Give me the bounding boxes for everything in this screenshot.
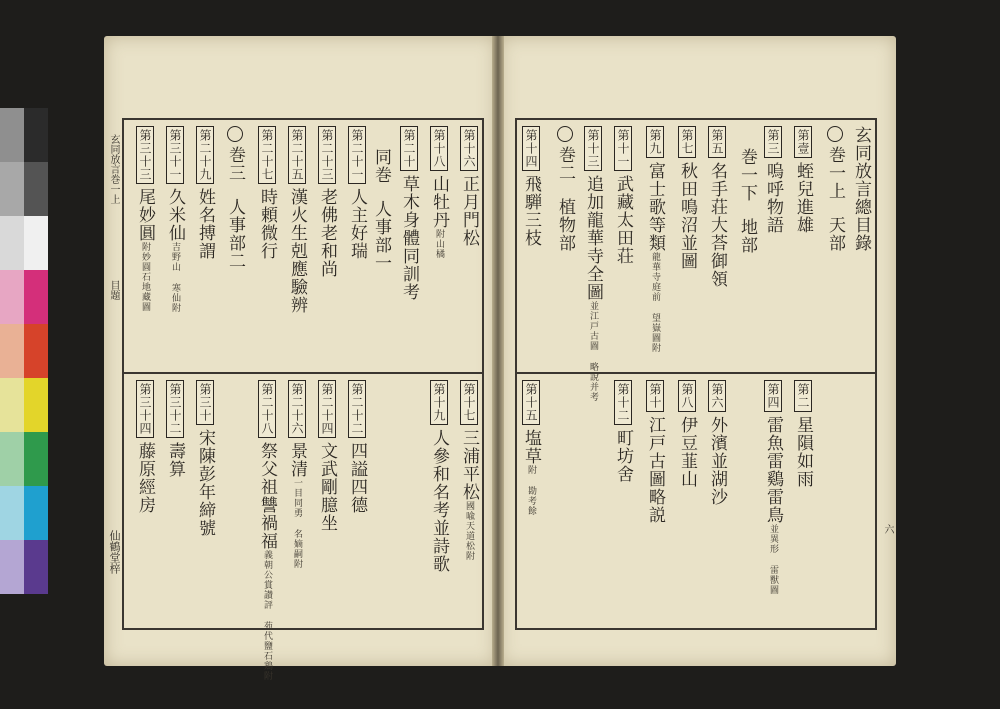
entry-note: 龍華寺庭前 望嶽圖附 xyxy=(650,252,660,353)
entry-number: 第十六 xyxy=(460,126,478,171)
running-head: 玄同放言巻一上 xyxy=(108,134,119,204)
toc-entry xyxy=(522,380,541,516)
entry-number: 第三十 xyxy=(196,380,214,425)
toc-entry xyxy=(136,380,155,514)
circle-mark-icon xyxy=(827,126,843,142)
entry-title: 尾妙圓 xyxy=(135,188,155,242)
entry-number: 第八 xyxy=(678,380,696,412)
toc-entry xyxy=(136,126,155,312)
entry-number: 第二十六 xyxy=(288,380,306,438)
entry-title: 老佛老和尚 xyxy=(317,188,337,278)
color-swatch xyxy=(24,216,48,270)
entry-number: 第三十三 xyxy=(136,126,154,184)
entry-title: 祭父祖讐禍福 xyxy=(257,442,277,550)
entry-title: 人主好瑞 xyxy=(347,188,367,260)
entry-title: 名手荘大荅御領 xyxy=(707,162,727,288)
color-swatch xyxy=(24,432,48,486)
section-label: 地部 xyxy=(737,218,757,254)
toc-entry xyxy=(764,126,783,234)
entry-note: 國喩天道松附 xyxy=(464,501,474,561)
color-swatch xyxy=(0,486,24,540)
left-divider xyxy=(122,372,484,374)
entry-number: 第二十八 xyxy=(258,380,276,438)
toc-entry xyxy=(614,126,633,265)
entry-note: 並異形 雷獸圖 xyxy=(768,524,778,595)
entry-number: 第二十 xyxy=(400,126,418,171)
entry-title: 追加龍華寺全圖 xyxy=(583,175,603,301)
entry-title: 姓名搏謂 xyxy=(195,188,215,260)
entry-number: 第四 xyxy=(764,380,782,412)
entry-title: 蛭兒進雄 xyxy=(793,162,813,234)
color-swatch xyxy=(0,162,24,216)
toc-entry xyxy=(430,126,449,259)
entry-title: 文武剛臆坐 xyxy=(317,442,337,532)
entry-note: 附 勘考餘 xyxy=(526,465,536,516)
toc-entry xyxy=(460,380,479,561)
circle-mark-icon xyxy=(557,126,573,142)
volume-label: 巻一下 xyxy=(737,148,757,202)
color-swatch xyxy=(24,324,48,378)
entry-number: 第十 xyxy=(646,380,664,412)
color-swatch xyxy=(24,378,48,432)
entry-number: 第十三 xyxy=(584,126,602,171)
entry-title: 時頼微行 xyxy=(257,188,277,260)
entry-note: 並江戸古圖 略說并考 xyxy=(588,301,598,402)
entry-title: 伊豆韮山 xyxy=(677,416,697,488)
toc-entry xyxy=(400,126,419,301)
entry-number: 第三十一 xyxy=(166,126,184,184)
entry-number: 第二十七 xyxy=(258,126,276,184)
toc-entry xyxy=(708,126,727,288)
toc-entry xyxy=(258,380,277,681)
volume-heading xyxy=(826,126,845,252)
entry-title: 塩草 xyxy=(521,429,541,465)
entry-title: 四謚四德 xyxy=(347,442,367,514)
toc-entry xyxy=(678,380,697,488)
toc-entry xyxy=(196,126,215,260)
color-swatch xyxy=(24,108,48,162)
toc-entry xyxy=(646,126,665,353)
volume-label: 同巻 xyxy=(371,148,391,184)
entry-number: 第二十五 xyxy=(288,126,306,184)
entry-title: 飛騨三枝 xyxy=(521,175,541,247)
entry-title: 三浦平松 xyxy=(459,429,479,501)
toc-entry xyxy=(288,126,307,314)
entry-number: 第二十二 xyxy=(348,380,366,438)
entry-note: 一目同勇 名嫡嗣附 xyxy=(292,478,302,569)
entry-number: 第十二 xyxy=(614,380,632,425)
entry-title: 秋田鳴沼並圖 xyxy=(677,162,697,270)
toc-entry xyxy=(430,380,449,573)
section-label: 植物部 xyxy=(555,198,575,252)
volume-heading xyxy=(372,148,391,272)
color-swatch xyxy=(24,540,48,594)
toc-entry xyxy=(584,126,603,402)
entry-title: 外濱並湖沙 xyxy=(707,416,727,506)
entry-title: 人參和名考並詩歌 xyxy=(429,429,449,573)
toc-title-column xyxy=(852,126,871,252)
entry-title: 正月門松 xyxy=(459,175,479,247)
toc-entry xyxy=(708,380,727,506)
toc-entry xyxy=(794,126,813,234)
volume-label: 巻一上 xyxy=(825,146,845,200)
entry-title: 山牡丹 xyxy=(429,175,449,229)
entry-title: 江戸古圖略説 xyxy=(645,416,665,524)
entry-title: 宋陳彭年締號 xyxy=(195,429,215,537)
toc-entry xyxy=(258,126,277,260)
color-swatch xyxy=(0,540,24,594)
entry-number: 第七 xyxy=(678,126,696,158)
toc-title: 玄同放言總目錄 xyxy=(851,126,871,252)
color-calibration-chart xyxy=(0,108,48,596)
open-book xyxy=(104,36,900,681)
entry-number: 第二十三 xyxy=(318,126,336,184)
entry-number: 第十五 xyxy=(522,380,540,425)
entry-number: 第十八 xyxy=(430,126,448,171)
color-swatch xyxy=(24,270,48,324)
entry-title: 嗚呼物語 xyxy=(763,162,783,234)
toc-entry xyxy=(288,380,307,569)
toc-entry xyxy=(460,126,479,247)
section-label: 人事部一 xyxy=(371,200,391,272)
entry-number: 第二 xyxy=(794,380,812,412)
volume-heading xyxy=(738,148,757,254)
entry-number: 第十一 xyxy=(614,126,632,171)
entry-title: 雷魚雷鷄雷鳥 xyxy=(763,416,783,524)
entry-number: 第五 xyxy=(708,126,726,158)
entry-title: 藤原經房 xyxy=(135,442,155,514)
toc-entry xyxy=(678,126,697,270)
toc-entry xyxy=(522,126,541,247)
toc-entry xyxy=(318,126,337,278)
section-label: 人事部二 xyxy=(225,198,245,270)
toc-entry xyxy=(166,126,185,313)
entry-number: 第壹 xyxy=(794,126,812,158)
volume-heading xyxy=(556,126,575,252)
color-swatch xyxy=(0,216,24,270)
entry-note: 附妙圓石地藏圖 xyxy=(140,242,150,312)
book-gutter xyxy=(492,36,504,666)
toc-entry xyxy=(614,380,633,483)
volume-label: 巻二 xyxy=(555,146,575,182)
entry-title: 景清 xyxy=(287,442,307,478)
toc-entry xyxy=(348,380,367,514)
section-label: 天部 xyxy=(825,216,845,252)
entry-number: 第六 xyxy=(708,380,726,412)
publisher-mark: 仙鶴堂梓 xyxy=(108,530,121,574)
entry-number: 第十九 xyxy=(430,380,448,425)
color-swatch xyxy=(0,270,24,324)
entry-number: 第二十一 xyxy=(348,126,366,184)
margin-label: 目題 xyxy=(108,280,119,300)
entry-note: 附山橘 xyxy=(434,229,444,259)
entry-title: 壽算 xyxy=(165,442,185,478)
entry-number: 第二十九 xyxy=(196,126,214,184)
volume-label: 巻三 xyxy=(225,146,245,182)
entry-note: 吉野山 寒仙附 xyxy=(170,242,180,313)
color-swatch xyxy=(0,324,24,378)
right-divider xyxy=(515,372,877,374)
entry-title: 漢火生剋應驗辨 xyxy=(287,188,307,314)
entry-title: 草木身體同訓考 xyxy=(399,175,419,301)
entry-number: 第九 xyxy=(646,126,664,158)
toc-entry xyxy=(166,380,185,478)
color-swatch xyxy=(24,162,48,216)
toc-entry xyxy=(794,380,813,488)
color-swatch xyxy=(0,378,24,432)
volume-heading xyxy=(226,126,245,270)
entry-title: 武藏太田荘 xyxy=(613,175,633,265)
entry-title: 富士歌等類 xyxy=(645,162,665,252)
color-swatch xyxy=(0,108,24,162)
toc-entry xyxy=(764,380,783,595)
entry-number: 第三 xyxy=(764,126,782,158)
entry-number: 第十七 xyxy=(460,380,478,425)
entry-number: 第十四 xyxy=(522,126,540,171)
toc-entry xyxy=(348,126,367,260)
color-swatch xyxy=(24,486,48,540)
toc-entry xyxy=(646,380,665,524)
color-swatch xyxy=(0,432,24,486)
toc-entry xyxy=(318,380,337,532)
entry-title: 町坊舍 xyxy=(613,429,633,483)
entry-number: 第三十四 xyxy=(136,380,154,438)
entry-number: 第二十四 xyxy=(318,380,336,438)
toc-entry xyxy=(196,380,215,537)
circle-mark-icon xyxy=(227,126,243,142)
entry-note: 義朝公賞讃評 苑代鹽石鶏附 xyxy=(262,550,272,681)
entry-title: 久米仙 xyxy=(165,188,185,242)
entry-title: 星隕如雨 xyxy=(793,416,813,488)
folio-number: 六 xyxy=(882,524,893,534)
entry-number: 第三十二 xyxy=(166,380,184,438)
